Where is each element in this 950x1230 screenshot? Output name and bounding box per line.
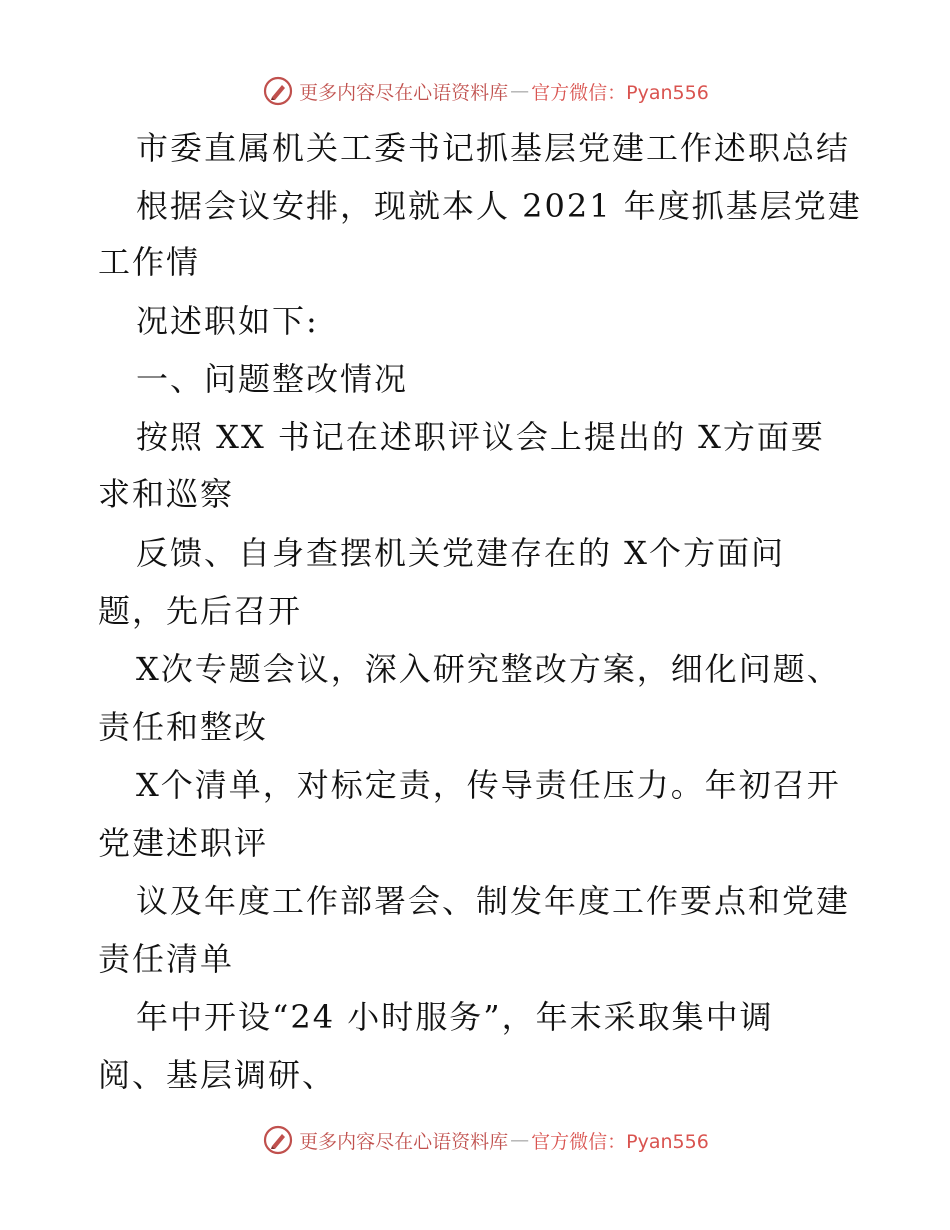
paragraph-line: 根据会议安排，现就本人 2021 年度抓基层党建 [136,187,862,225]
paragraph-line: 责任和整改 [98,708,269,746]
watermark-wechat-text: 官方微信：Pyan556 [531,81,709,104]
paragraph-line: 年中开设“24 小时服务”，年末采取集中调 [136,998,774,1036]
watermark-wechat-text: 官方微信：Pyan556 [531,1130,709,1153]
paragraph-line: 阅、基层调研、 [98,1056,337,1094]
watermark-main-text: 更多内容尽在心语资料库 [299,1130,509,1153]
section-heading: 一、问题整改情况 [136,360,409,398]
paragraph-line: X个清单，对标定责，传导责任压力。年初召开 [136,766,841,804]
paragraph-line: X次专题会议，深入研究整改方案，细化问题、 [136,650,841,688]
document-title: 市委直属机关工委书记抓基层党建工作述职总结 [136,129,851,167]
paragraph-line: 党建述职评 [98,824,269,862]
paragraph-line: 工作情 [98,243,201,281]
paragraph-line: 议及年度工作部署会、制发年度工作要点和党建 [136,882,851,920]
header-watermark [0,73,950,109]
pen-logo-icon [263,76,293,106]
pen-logo-icon [263,1125,293,1155]
watermark-separator: — [510,80,530,102]
watermark-separator: — [510,1129,530,1151]
paragraph-line: 反馈、自身查摆机关党建存在的 X个方面问 [136,534,785,572]
paragraph-line: 责任清单 [98,940,235,978]
paragraph-line: 题，先后召开 [98,592,303,630]
watermark-main-text: 更多内容尽在心语资料库 [299,81,509,104]
paragraph-line: 按照 XX 书记在述职评议会上提出的 X方面要 [136,418,825,456]
footer-watermark [0,1122,950,1158]
paragraph-line: 求和巡察 [98,475,235,513]
paragraph-line: 况述职如下: [136,302,319,340]
